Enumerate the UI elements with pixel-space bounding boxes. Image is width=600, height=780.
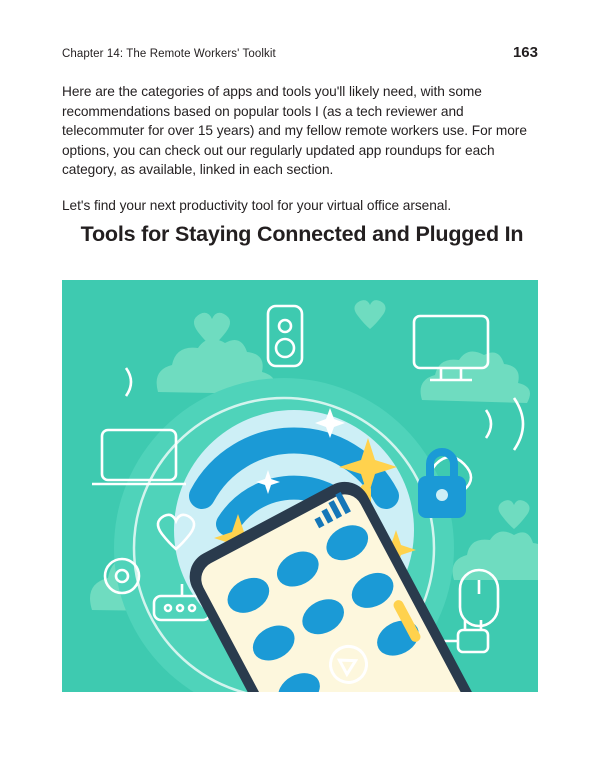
chapter-label: Chapter 14: The Remote Workers' Toolkit [62, 48, 276, 60]
running-head [62, 44, 538, 61]
paragraph-1: Here are the categories of apps and tools you'll likely need, with some recommendations based on popular tools I (as a tech reviewer and telecommuter for over 15 years) and my fellow remote workers use. For more options, you can check out our regularly updated app roundups for each category, as available, linked in each section. [62, 84, 527, 178]
body-copy [62, 82, 542, 232]
connectivity-illustration [62, 280, 538, 692]
page-number: 163 [512, 44, 538, 61]
paragraph-2: Let's find your next productivity tool for your virtual office arsenal. [62, 197, 452, 213]
illustration-canvas [62, 280, 538, 692]
section-heading: Tools for Staying Connected and Plugged In [80, 222, 524, 246]
